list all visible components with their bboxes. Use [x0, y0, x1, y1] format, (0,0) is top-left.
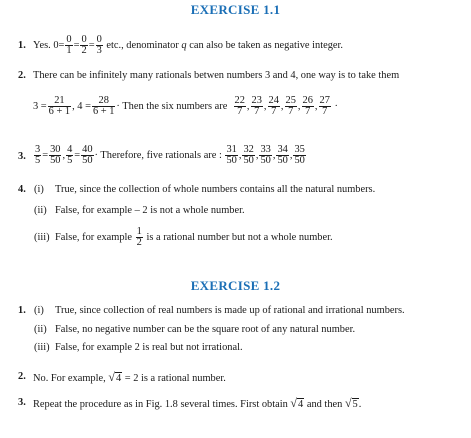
fraction: $\frac{26}{7}$ — [302, 95, 313, 118]
q3-pre: Repeat the procedure as in Fig. 1.8 several times. First obtain — [33, 399, 288, 410]
fraction: $\frac{22}{7}$ — [234, 95, 245, 118]
q-number: 3. — [18, 151, 26, 162]
q-number: 1. — [18, 40, 26, 51]
fraction: $\frac{28}{6 + 1}$ — [92, 95, 115, 118]
item-label: (i) — [34, 184, 44, 195]
fraction: $\frac{23}{7}$ — [251, 95, 262, 118]
q4-iii-pre: False, for example — [55, 232, 133, 243]
ex11-q4-iii — [55, 222, 333, 254]
q2-post: = 2 is a rational number. — [124, 373, 226, 384]
exercise-1-1-title: EXERCISE 1.1 — [190, 2, 281, 17]
q1-text2: can also be taken as negative integer. — [189, 40, 343, 51]
fraction: $\frac{0}{1}$ — [66, 34, 72, 57]
q-number: 2. — [18, 371, 26, 382]
fraction: $\frac{0}{2}$ — [81, 34, 87, 57]
item-label: (iii) — [34, 342, 50, 353]
ex11-q4-ii: False, for example – 2 is not a whole number. — [55, 205, 245, 216]
square-root: √4 — [290, 396, 304, 410]
square-root: √4 — [108, 370, 122, 384]
q-number: 2. — [18, 70, 26, 81]
ex11-q2-line1: There can be infinitely many rationals betwen numbers 3 and 4, one way is to take them — [33, 70, 400, 81]
ex12-q2-line — [33, 369, 226, 387]
q2-pre: No. For example, — [33, 373, 106, 384]
q-number: 1. — [18, 305, 26, 316]
ex12-q1-i: True, since collection of real numbers is made up of rational and irrational numbers. — [55, 305, 405, 316]
fraction: $\frac{31}{50}$ — [226, 144, 237, 167]
ex11-q4-i: True, since the collection of whole numbers contains all the natural numbers. — [55, 184, 376, 195]
fraction: $\frac{30}{50}$ — [50, 144, 61, 167]
q-number: 4. — [18, 184, 26, 195]
ex11-q2-line2: 3 = $\frac{21}{6 + 1}$ , 4 = $\frac{28}{6 + 1}$ · Then the six numbers are $\frac{22}{7}$ , $\frac{23}{7}$ , $\frac{24}{7}$ , $\frac{25}{7}$ , $\frac{26}{7}$ , $\frac{27}{7}$ · — [33, 95, 338, 118]
fraction: $\frac{34}{50}$ — [277, 144, 288, 167]
fraction: $\frac{32}{50}$ — [243, 144, 254, 167]
ex11-q1-line: Yes. 0= $\frac{0}{1}$ = $\frac{0}{2}$ = $\frac{0}{3}$ etc., denominator q can also be taken as negative integer. — [33, 34, 343, 57]
fraction: $\frac{24}{7}$ — [268, 95, 279, 118]
q3-mid: and then — [306, 399, 343, 410]
ex12-q1-iii: False, for example 2 is real but not irrational. — [55, 342, 243, 353]
q1-var: q — [181, 40, 187, 51]
ex11-q3-line: $\frac{3}{5}$ = $\frac{30}{50}$ , $\frac{4}{5}$ = $\frac{40}{50}$ · Therefore, five rationals are : $\frac{31}{50}$ , $\frac{32}{50}$ , $\frac{33}{50}$ , $\frac{34}{50}$ , $\frac{35}{50}$ — [35, 144, 305, 167]
fraction: $\frac{27}{7}$ — [319, 95, 330, 118]
fraction: $\frac{21}{6 + 1}$ — [48, 95, 71, 118]
fraction: $\frac{3}{5}$ — [35, 144, 41, 167]
fraction: $\frac{40}{50}$ — [82, 144, 93, 167]
item-label: (iii) — [34, 232, 50, 243]
eq-lhs: 3 = — [33, 101, 47, 112]
q-number: 3. — [18, 397, 26, 408]
square-root: √5 — [344, 396, 358, 410]
q1-pre: Yes. — [33, 40, 51, 51]
exercise-1-2-title: EXERCISE 1.2 — [190, 278, 281, 293]
q4-iii-post: is a rational number but not a whole number. — [146, 232, 333, 243]
ex12-q3-line — [33, 395, 361, 413]
ex12-q1-ii: False, no negative number can be the square root of any natural number. — [55, 324, 356, 335]
q1-lhs: 0 — [53, 40, 59, 51]
q2-end: · — [334, 101, 338, 112]
fraction: $\frac{33}{50}$ — [260, 144, 271, 167]
item-label: (i) — [34, 305, 44, 316]
eq-lhs: , 4 = — [72, 101, 91, 112]
fraction: $\frac{0}{3}$ — [96, 34, 102, 57]
q3-end: . — [358, 399, 362, 410]
item-label: (ii) — [34, 205, 47, 216]
q3-mid-text: · Therefore, five rationals are : — [94, 150, 222, 161]
fraction: $\frac{4}{5}$ — [67, 144, 73, 167]
q2-mid-text: · Then the six numbers are — [116, 101, 228, 112]
fraction: $\frac{25}{7}$ — [285, 95, 296, 118]
item-label: (ii) — [34, 324, 47, 335]
fraction: $\frac{1}{2}$ — [136, 226, 142, 249]
fraction: $\frac{35}{50}$ — [294, 144, 305, 167]
q1-text: etc., denominator — [106, 40, 179, 51]
